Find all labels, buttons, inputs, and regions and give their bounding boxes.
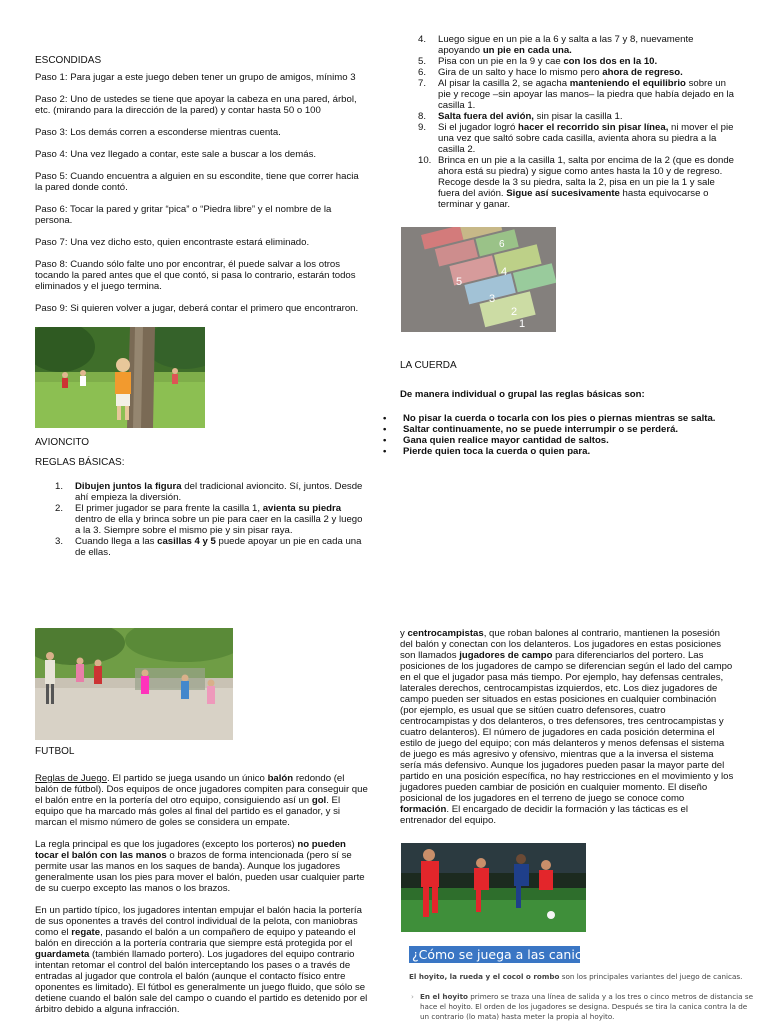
- escondidas-step-9: Paso 9: Si quieren volver a jugar, deberá contar el primero que encontraron.: [35, 303, 359, 314]
- futbol-paragraph-1: Reglas de Juego. El partido se juega usando un único balón redondo (el balón de fútbol). Dos equipos de once jugadores compiten para conseguir que el balón entre en la portería del otro equipo, consiguiendo así un gol. El equipo que ha marcado más goles al final del partido es el ganador, y si marcan el mismo número de goles se considera un empate.: [35, 773, 368, 828]
- avioncito-rule-5: 5. Pisa con un pie en la 9 y cae con los dos en la 10.: [418, 56, 658, 67]
- futbol-paragraph-4: y centrocampistas, que roban balones al contrario, mantienen la posesión del balón y conectan con los delanteros. Los jugadores en estas posiciones son llamados jugadores de campo para diferenciarlos del portero. Las posiciones de los jugadores de campo se diferencian según el lado del campo en el que el jugador pasa más tiempo. Por ejemplo, hay defensas centrales, laterales derechos, centrocampistas izquierdos, etc. Los diez jugadores de campo pueden ser situados en estas posiciones en cualquier combinación (por ejemplo, es usual que se sitúen cuatro defensores, cuatro centrocampistas y dos delanteros, o tres defensores, tres centrocampistas y cuatro delanteros). El número de jugadores en cada posición determina el estilo de juego del equipo; con más delanteros y menos defensas el sistema de juego es más agresivo y ofensivo, mientras que a la inversa el sistema sería más defensivo. Aunque los jugadores pueden pasar la mayor parte del partido en una posición específica, no hay restricciones en el movimiento y los jugadores pueden cambiar de posición en cualquier momento. El diseño posicional de los jugadores en el terreno de juego se conoce como formación. El encargado de decidir la formación y las tácticas es el entrenador del equipo.: [400, 628, 734, 826]
- avioncito-rule-1: 1. Dibujen juntos la figura del tradicional avioncito. Sí, juntos. Desde ahí empieza la diversión.: [55, 481, 363, 503]
- hopscotch-number-5: 5: [456, 276, 463, 288]
- hopscotch-number-3: 3: [489, 293, 496, 305]
- futbol-paragraph-2: La regla principal es que los jugadores (excepto los porteros) no pueden tocar el balón con las manos o brazos de forma intencionada (pero sí se permite usar las manos en los saques de banda). Aunque los jugadores generalmente usan los pies para mover el balón, pueden usar cualquier parte de su cuerpo excepto las manos o los brazos.: [35, 839, 365, 894]
- hide-and-seek-photo: [35, 327, 205, 428]
- bullet-icon: ›: [411, 992, 414, 1001]
- hopscotch-number-4: 4: [501, 266, 508, 278]
- canicas-intro: El hoyito, la rueda y el cocol o rombo son los principales variantes del juego de canicas.: [409, 972, 743, 981]
- hopscotch-number-2: 2: [511, 306, 518, 318]
- avioncito-rule-6: 6. Gira de un salto y hace lo mismo pero ahora de regreso.: [418, 67, 683, 78]
- avioncito-rule-3: 3. Cuando llega a las casillas 4 y 5 puede apoyar un pie en cada una de ellas.: [55, 536, 362, 558]
- hopscotch-number-6: 6: [499, 239, 505, 250]
- avioncito-rule-10: 10. Brinca en un pie a la casilla 1, salta por encima de la 2 (que es donde ahora está su piedra) y sigue como antes hasta la 10 y de regreso. Recoge desde la 3 su piedra, salta la 2, pisa en un pie la 1 y sale fuera del avión. Sigue así sucesivamente hasta equivocarse o terminar y ganar.: [418, 155, 734, 210]
- canicas-item-hoyito: › En el hoyito primero se traza una línea de salida y a los tres o cinco metros de distancia se hace el hoyito. El orden de los jugadores se designa. Después se tira la canica contra la de un contrario (lo mata) hasta meter la propia al hoyito.: [411, 992, 754, 1021]
- escondidas-section: [35, 55, 365, 314]
- avioncito-rules-list-part1: [35, 481, 370, 558]
- cuerda-rule-4: • Pierde quien toca la cuerda o quien para.: [383, 446, 740, 457]
- futbol-continued: [400, 628, 735, 826]
- escondidas-title: ESCONDIDAS: [35, 55, 102, 66]
- avioncito-rule-8: 8. Salta fuera del avión, sin pisar la casilla 1.: [418, 111, 623, 122]
- avioncito-subtitle: REGLAS BÁSICAS:: [35, 457, 125, 468]
- escondidas-step-6: Paso 6: Tocar la pared y gritar “pica” o “Piedra libre” y el nombre de la persona.: [35, 204, 332, 226]
- escondidas-step-5: Paso 5: Cuando encuentra a alguien en su escondite, tiene que correr hacia la pared donde contó.: [35, 171, 359, 193]
- cuerda-section: [400, 360, 740, 457]
- canicas-title: ¿Cómo se juega a las canicas?: [412, 947, 603, 962]
- avioncito-continued: [400, 34, 735, 210]
- futbol-paragraph-3: En un partido típico, los jugadores intentan empujar el balón hacia la portería de sus oponentes a través del control individual de la pelota, con maniobras como el regate, pasando el balón a un compañero de equipo y pateando el balón en dirección a la portería contraria que siempre está protegida por el guardameta (también llamado portero). Los jugadores del equipo contrario intentan retomar el control del balón interceptando los pases o a través de entradas al jugador que controla el balón (aunque el contacto físico entre oponentes es limitado). El fútbol es generalmente un juego fluido, que sólo se detiene cuando el balón sale del campo o cuando el partido es detenido por el árbitro debido a alguna infracción.: [35, 905, 368, 1015]
- reglas-de-juego-link[interactable]: Reglas de Juego: [35, 773, 108, 784]
- avioncito-title: AVIONCITO: [35, 437, 90, 448]
- avioncito-rule-7: 7. Al pisar la casilla 2, se agacha manteniendo el equilibrio sobre un pie y recoge –sin apoyar las manos– la piedra que había dejado en la casilla 1.: [418, 78, 735, 111]
- escondidas-step-4: Paso 4: Una vez llegado a contar, este sale a buscar a los demás.: [35, 149, 317, 160]
- avioncito-rule-4: 4. Luego sigue en un pie a la 6 y salta a las 7 y 8, nuevamente apoyando un pie en cada una.: [418, 34, 694, 56]
- canicas-title-bar: [409, 946, 603, 963]
- playground-photo: [35, 628, 233, 740]
- escondidas-step-1: Paso 1: Para jugar a este juego deben tener un grupo de amigos, mínimo 3: [35, 72, 356, 83]
- cuerda-rule-2: • Saltar continuamente, no se puede interrumpir o se perderá.: [383, 424, 740, 435]
- escondidas-step-3: Paso 3: Los demás corren a esconderse mientras cuenta.: [35, 127, 281, 138]
- soccer-photo: [401, 843, 586, 932]
- escondidas-step-8: Paso 8: Cuando sólo falte uno por encontrar, él puede salvar a los otros tocando la pared antes que el que contó, si pasa lo contrario, estarán todos eliminados y el juego termina.: [35, 259, 356, 292]
- futbol-section: [35, 746, 370, 1015]
- escondidas-step-2: Paso 2: Uno de ustedes se tiene que apoyar la cabeza en una pared, árbol, etc. (mirando para la dirección de la pared) y contar hasta 50 o 100: [35, 94, 357, 116]
- cuerda-intro: De manera individual o grupal las reglas básicas son:: [400, 389, 645, 400]
- cuerda-rule-3: • Gana quien realice mayor cantidad de saltos.: [383, 435, 740, 446]
- avioncito-rule-9: 9. Si el jugador logró hacer el recorrido sin pisar línea, ni mover el pie una vez que saltó sobre cada casilla, avienta ahora su piedra a la casilla 2.: [418, 122, 734, 155]
- escondidas-step-7: Paso 7: Una vez dicho esto, quien encontraste estará eliminado.: [35, 237, 310, 248]
- avioncito-section: [35, 437, 370, 558]
- cuerda-title: LA CUERDA: [400, 360, 457, 371]
- hopscotch-number-1: 1: [519, 318, 526, 330]
- futbol-title: FUTBOL: [35, 746, 75, 757]
- cuerda-rules-list: [383, 413, 740, 457]
- avioncito-rules-list-part2: [400, 34, 735, 210]
- cuerda-rule-1: • No pisar la cuerda o tocarla con los pies o piernas mientras se salta.: [383, 413, 740, 424]
- hopscotch-photo: [401, 227, 556, 332]
- avioncito-rule-2: 2. El primer jugador se para frente la casilla 1, avienta su piedra dentro de ella y brinca sobre un pie para caer en la casilla 2 y luego a la 3. Siempre sobre el mismo pie y sin pisar raya.: [55, 503, 363, 536]
